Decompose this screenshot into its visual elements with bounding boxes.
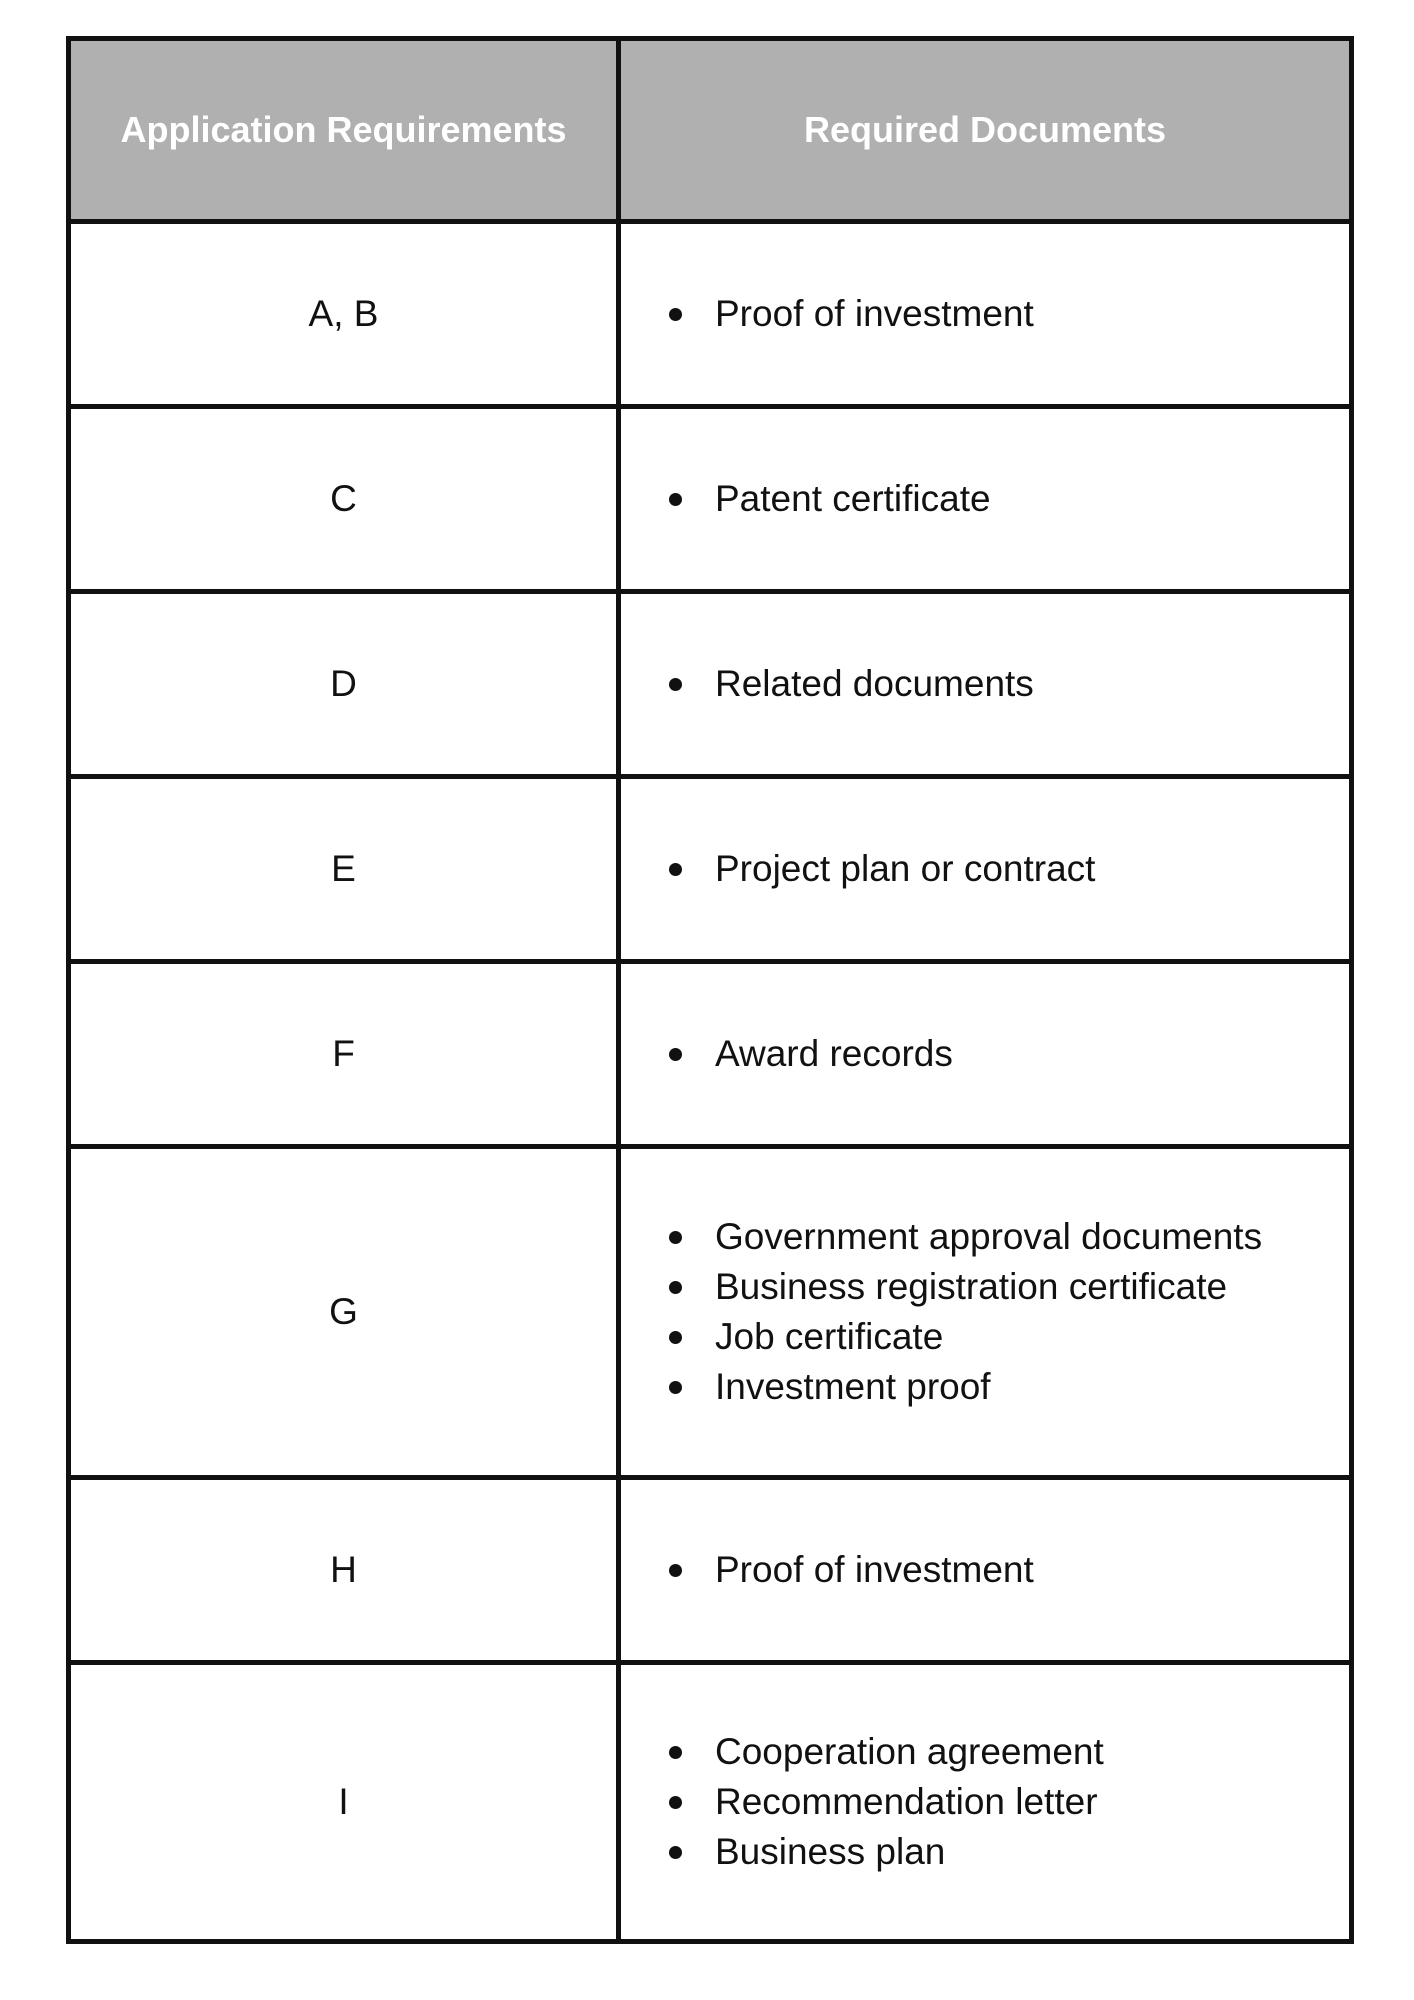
- table-row: [69, 777, 1352, 962]
- table-row: [69, 407, 1352, 592]
- bullet-icon: [669, 1846, 682, 1859]
- document-label: Project plan or contract: [715, 848, 1096, 889]
- document-label: Proof of investment: [715, 1549, 1034, 1590]
- document-label: Business plan: [715, 1831, 946, 1872]
- list-item: [669, 844, 1349, 894]
- requirement-cell: D: [69, 592, 619, 777]
- table-header-row: [69, 39, 1352, 222]
- table-row: [69, 962, 1352, 1147]
- requirement-cell: F: [69, 962, 619, 1147]
- list-item: [669, 1727, 1349, 1777]
- requirement-cell: G: [69, 1147, 619, 1478]
- documents-cell: [619, 1478, 1352, 1663]
- requirement-cell: I: [69, 1663, 619, 1942]
- bullet-icon: [669, 1381, 682, 1394]
- documents-cell: [619, 1663, 1352, 1942]
- document-label: Recommendation letter: [715, 1781, 1098, 1822]
- list-item: [669, 1545, 1349, 1595]
- requirement-cell: A, B: [69, 222, 619, 407]
- list-item: [669, 1029, 1349, 1079]
- document-label: Proof of investment: [715, 293, 1034, 334]
- requirement-cell: C: [69, 407, 619, 592]
- bullet-icon: [669, 308, 682, 321]
- documents-cell: [619, 1147, 1352, 1478]
- bullet-icon: [669, 863, 682, 876]
- documents-list: [621, 1212, 1349, 1412]
- bullet-icon: [669, 1281, 682, 1294]
- documents-list: [621, 844, 1349, 894]
- bullet-icon: [669, 678, 682, 691]
- documents-cell: [619, 222, 1352, 407]
- list-item: [669, 474, 1349, 524]
- document-label: Business registration certificate: [715, 1266, 1228, 1307]
- documents-list: [621, 659, 1349, 709]
- documents-cell: [619, 407, 1352, 592]
- document-label: Cooperation agreement: [715, 1731, 1104, 1772]
- document-label: Job certificate: [715, 1316, 944, 1357]
- document-label: Patent certificate: [715, 478, 991, 519]
- header-required-documents: Required Documents: [619, 39, 1352, 222]
- document-label: Related documents: [715, 663, 1034, 704]
- bullet-icon: [669, 1564, 682, 1577]
- documents-list: [621, 1029, 1349, 1079]
- table-row: [69, 222, 1352, 407]
- list-item: [669, 1827, 1349, 1877]
- bullet-icon: [669, 1331, 682, 1344]
- documents-cell: [619, 962, 1352, 1147]
- documents-list: [621, 1545, 1349, 1595]
- documents-list: [621, 1727, 1349, 1877]
- list-item: [669, 1362, 1349, 1412]
- documents-list: [621, 474, 1349, 524]
- list-item: [669, 1262, 1349, 1312]
- header-application-requirements: Application Requirements: [69, 39, 619, 222]
- requirements-table: [66, 36, 1354, 1944]
- requirement-cell: H: [69, 1478, 619, 1663]
- bullet-icon: [669, 493, 682, 506]
- document-label: Investment proof: [715, 1366, 991, 1407]
- list-item: [669, 1212, 1349, 1262]
- list-item: [669, 289, 1349, 339]
- list-item: [669, 1312, 1349, 1362]
- documents-cell: [619, 777, 1352, 962]
- documents-cell: [619, 592, 1352, 777]
- table-row: [69, 1147, 1352, 1478]
- list-item: [669, 659, 1349, 709]
- document-label: Award records: [715, 1033, 953, 1074]
- documents-list: [621, 289, 1349, 339]
- list-item: [669, 1777, 1349, 1827]
- table-row: [69, 1663, 1352, 1942]
- bullet-icon: [669, 1746, 682, 1759]
- requirement-cell: E: [69, 777, 619, 962]
- bullet-icon: [669, 1048, 682, 1061]
- bullet-icon: [669, 1231, 682, 1244]
- table-row: [69, 1478, 1352, 1663]
- document-label: Government approval documents: [715, 1216, 1263, 1257]
- bullet-icon: [669, 1796, 682, 1809]
- table-row: [69, 592, 1352, 777]
